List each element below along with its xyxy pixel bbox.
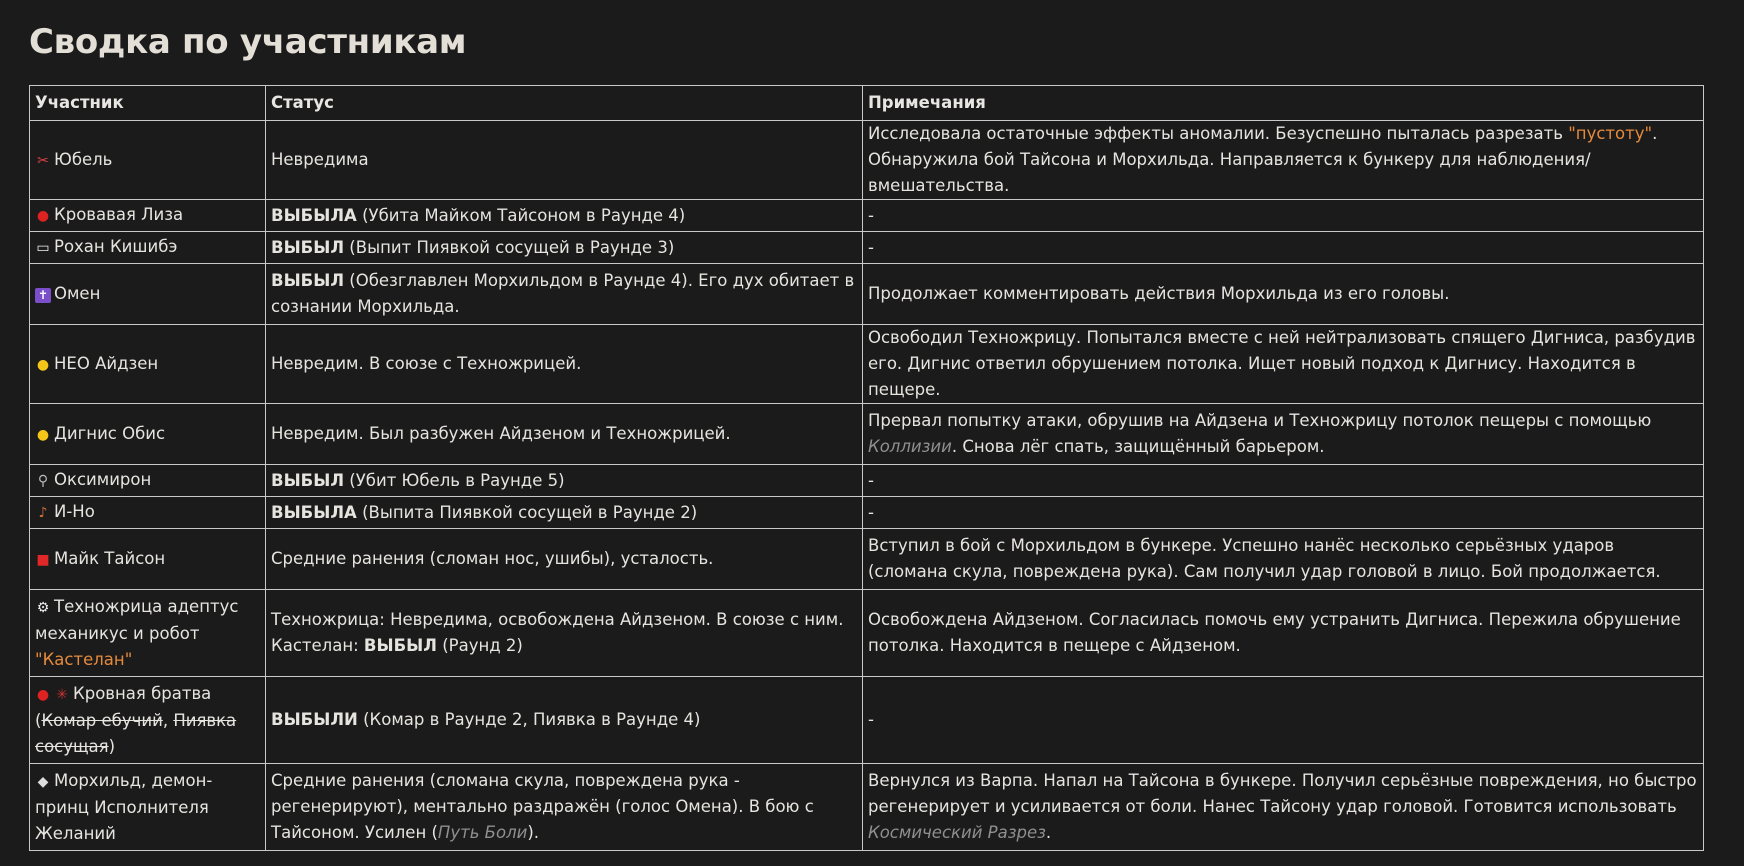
notes-cell: -: [863, 677, 1704, 764]
status-cell: [266, 764, 863, 851]
status-italic: Путь Боли: [437, 823, 528, 842]
status-cell: [266, 677, 863, 764]
status-text: (Выпит Пиявкой сосущей в Раунде 3): [344, 237, 675, 257]
status-cell: [266, 590, 863, 677]
table-row: [30, 121, 1704, 200]
participant-cell: [30, 529, 266, 590]
status-badge: ВЫБЫЛ: [271, 470, 345, 490]
wolf-icon: ◆: [37, 773, 49, 790]
notes-cell: -: [863, 497, 1704, 529]
status-line-2: [271, 633, 857, 659]
status-text: (Обезглавлен Морхильдом в Раунде 4). Его дух обитает в сознании Морхильда.: [271, 271, 855, 316]
participant-cell: [30, 497, 266, 529]
table-row: [30, 590, 1704, 677]
status-text: Невредим. В союзе с Техножрицей.: [271, 354, 582, 373]
status-cell: [266, 497, 863, 529]
notes-cell: -: [863, 232, 1704, 264]
status-badge: ВЫБЫЛ: [271, 271, 345, 290]
status-text: (Выпита Пиявкой сосущей в Раунде 2): [356, 502, 698, 522]
participant-name: И-Но: [54, 502, 95, 521]
notes-text-2: . Обнаружила бой Тайсона и Морхильда. Направляется к бункеру для наблюдения/вмешательства.: [868, 124, 1658, 195]
scissors-icon: ✂: [37, 152, 49, 169]
notes-cell: Вступил в бой с Морхильдом в бункере. Успешно нанёс несколько серьёзных ударов (сломана скула, повреждена рука). Сам получил удар головой в лицо. Бой продолжается.: [863, 529, 1704, 590]
table-row: [30, 200, 1704, 232]
eliminated-member: Комар ебучий: [41, 710, 163, 730]
status-text: Кастелан:: [271, 636, 364, 655]
participant-name: Кровавая Лиза: [54, 205, 184, 224]
participant-name: Майк Тайсон: [54, 548, 166, 568]
notes-cell: Освобождена Айдзеном. Согласилась помочь ему устранить Дигниса. Пережила обрушение потолка. Находится в пещере с Айдзеном.: [863, 590, 1704, 677]
participant-name: Дигнис Обис: [54, 423, 166, 443]
status-badge: ВЫБЫЛ: [363, 636, 437, 655]
participants-table: [29, 85, 1704, 851]
status-text-2: ).: [527, 823, 540, 842]
sunglasses-face-icon: ●: [36, 356, 50, 373]
notes-text: Вернулся из Варпа. Напал на Тайсона в бункере. Получил серьёзные повреждения, но быстро регенерирует и усиливается от боли. Нанес Тайсону удар головой. Готовится использовать: [868, 771, 1697, 816]
notes-text-2: . Снова лёг спать, защищённый барьером.: [951, 437, 1325, 456]
guitar-icon: ♪: [38, 505, 48, 521]
paren: ): [108, 736, 116, 756]
participant-cell: [30, 404, 266, 465]
participant-cell: [30, 200, 266, 232]
cross-icon: ✝: [35, 288, 51, 303]
table-row: [30, 325, 1704, 404]
table-row: [30, 677, 1704, 764]
participant-name: Кровная братва: [73, 683, 212, 703]
status-cell: [266, 232, 863, 264]
blood-drop-icon: ●: [36, 208, 50, 224]
notes-cell: [863, 404, 1704, 465]
notes-text-2: .: [1045, 823, 1052, 842]
status-cell: [266, 200, 863, 232]
notes-cell: Продолжает комментировать действия Морхильда из его головы.: [863, 264, 1704, 325]
participant-cell: [30, 590, 266, 677]
notes-italic: Космический Разрез: [868, 823, 1046, 842]
gear-icon: ⚙: [36, 599, 50, 616]
status-text: (Убита Майком Тайсоном в Раунде 4): [356, 205, 686, 225]
participant-name-quote: "Кастелан": [35, 649, 133, 669]
notes-cell: -: [863, 200, 1704, 232]
microphone-icon: ⚲: [37, 473, 49, 489]
status-text: Невредим. Был разбужен Айдзеном и Техножрицей.: [271, 424, 731, 443]
table-row: [30, 764, 1704, 851]
notes-quote: "пустоту": [1568, 124, 1653, 143]
participant-cell: [30, 325, 266, 404]
page-title: Сводка по участникам: [29, 22, 467, 62]
book-icon: ▭: [36, 240, 50, 256]
status-badge: ВЫБЫЛИ: [271, 710, 358, 729]
participant-name: Морхильд, демон-принц Исполнителя Желаний: [35, 770, 213, 843]
status-text: Невредима: [271, 150, 369, 169]
paren: (: [35, 710, 42, 730]
participant-name: Омен: [54, 284, 101, 303]
table-row: [30, 232, 1704, 264]
notes-cell: [863, 121, 1704, 200]
status-line-1: Техножрица: Невредима, освобождена Айдзеном. В союзе с ним.: [271, 610, 844, 629]
participant-cell: [30, 121, 266, 200]
mosquito-icon: ✳: [56, 686, 68, 703]
participant-name: НЕО Айдзен: [54, 353, 159, 373]
participant-cell: [30, 232, 266, 264]
sleeping-face-icon: ●: [36, 426, 50, 443]
header-participant: Участник: [30, 86, 266, 121]
status-badge: ВЫБЫЛА: [271, 502, 357, 522]
blood-drop-icon: ●: [36, 686, 50, 703]
table-row: [30, 529, 1704, 590]
boxing-glove-icon: ■: [36, 551, 50, 568]
table-row: [30, 264, 1704, 325]
status-cell: [266, 404, 863, 465]
notes-text: Исследовала остаточные эффекты аномалии. Безуспешно пыталась разрезать: [868, 124, 1569, 143]
participant-name: Оксимирон: [54, 470, 152, 489]
notes-text: Прервал попытку атаки, обрушив на Айдзена и Техножрицу потолок пещеры с помощью: [868, 411, 1652, 430]
status-cell: [266, 529, 863, 590]
status-text: (Убит Юбель в Раунде 5): [344, 470, 565, 490]
header-status: Статус: [266, 86, 863, 121]
status-text: Средние ранения (сломана скула, повреждена рука - регенерируют), ментально раздражён (голос Омена). В бою с Тайсоном. Усилен (: [271, 771, 814, 842]
status-cell: [266, 121, 863, 200]
status-cell: [266, 264, 863, 325]
status-text: Средние ранения (сломан нос, ушибы), усталость.: [271, 549, 714, 568]
notes-cell: Освободил Техножрицу. Попытался вместе с ней нейтрализовать спящего Дигниса, разбудив его. Дигнис ответил обрушением потолка. Ищет новый подход к Дигнису. Находится в пещере.: [863, 325, 1704, 404]
participant-cell: [30, 264, 266, 325]
notes-italic: Коллизии: [868, 437, 952, 456]
status-cell: [266, 325, 863, 404]
notes-cell: -: [863, 465, 1704, 497]
eliminated-member: Пиявка сосущая: [35, 710, 237, 756]
status-text-2: (Раунд 2): [436, 636, 523, 655]
status-badge: ВЫБЫЛА: [271, 205, 357, 225]
table-row: [30, 465, 1704, 497]
participant-name: Рохан Кишибэ: [54, 237, 178, 256]
participant-cell: [30, 465, 266, 497]
participant-name: Техножрица адептус механикус и робот: [35, 596, 239, 643]
notes-cell: [863, 764, 1704, 851]
table-header-row: [30, 86, 1704, 121]
header-notes: Примечания: [863, 86, 1704, 121]
participant-name: Юбель: [54, 149, 113, 169]
status-cell: [266, 465, 863, 497]
table-row: [30, 497, 1704, 529]
participant-cell: [30, 764, 266, 851]
separator: ,: [162, 710, 174, 730]
status-badge: ВЫБЫЛ: [271, 237, 345, 257]
participant-cell: [30, 677, 266, 764]
table-row: [30, 404, 1704, 465]
status-text: (Комар в Раунде 2, Пиявка в Раунде 4): [357, 710, 701, 729]
